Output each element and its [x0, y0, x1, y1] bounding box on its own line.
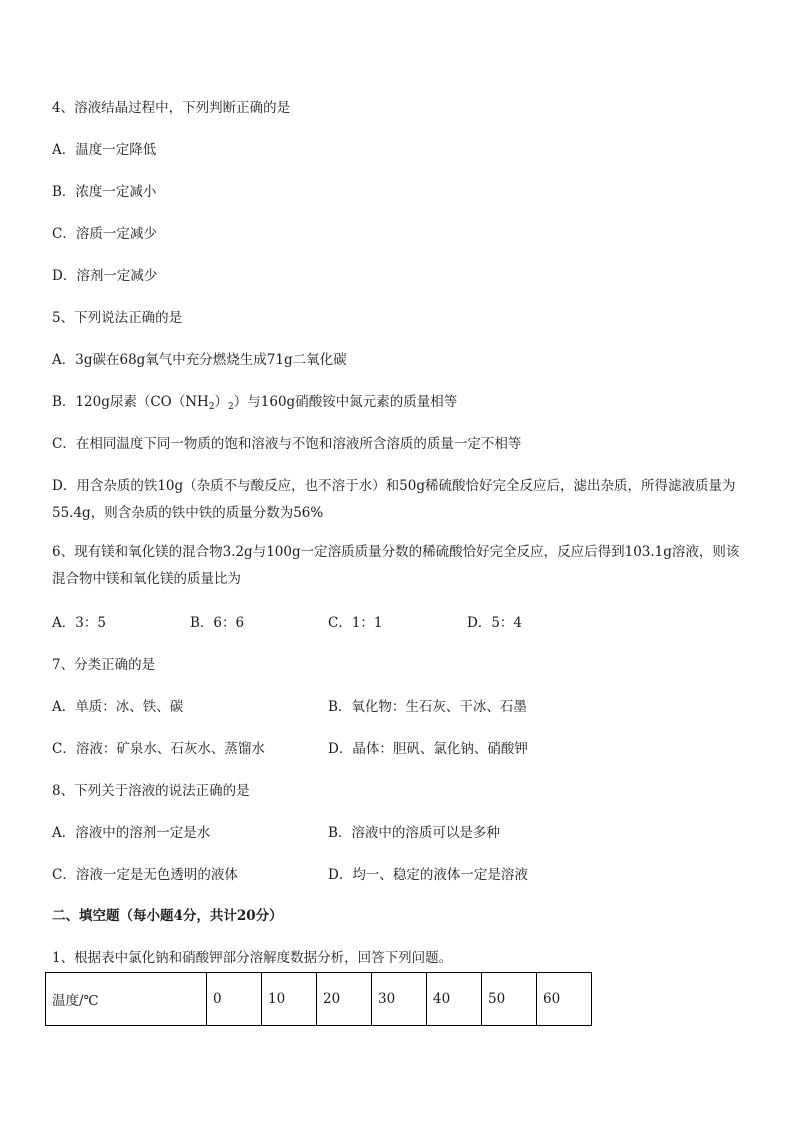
q5-option-b-post: ）与160g硝酸铵中氮元素的质量相等	[233, 394, 458, 410]
q4-stem: 4、溶液结晶过程中，下列判断正确的是	[52, 100, 291, 116]
section-heading: 二、填空题（每小题4分，共计20分）	[52, 908, 283, 924]
q7-option-d: D．晶体：胆矾、氯化钠、硝酸钾	[328, 741, 528, 757]
q8-option-a: A．溶液中的溶剂一定是水	[52, 825, 211, 841]
q7-option-a: A．单质：冰、铁、碳	[52, 699, 184, 715]
table-cell: 60	[537, 973, 592, 1026]
q8-stem: 8、下列关于溶液的说法正确的是	[52, 783, 250, 799]
table-row	[46, 973, 592, 1026]
q5-option-c: C．在相同温度下同一物质的饱和溶液与不饱和溶液所含溶质的质量一定不相等	[52, 436, 522, 452]
q7-option-b: B．氧化物：生石灰、干冰、石墨	[328, 699, 527, 715]
table-cell: 20	[317, 973, 372, 1026]
q8-option-b: B．溶液中的溶质可以是多种	[328, 825, 500, 841]
q8-option-d: D．均一、稳定的液体一定是溶液	[328, 867, 528, 883]
fill1-stem: 1、根据表中氯化钠和硝酸钾部分溶解度数据分析，回答下列问题。	[52, 950, 453, 966]
table-cell: 30	[372, 973, 427, 1026]
table-cell: 50	[482, 973, 537, 1026]
table-cell: 0	[207, 973, 262, 1026]
q5-option-b-sub1: 2	[208, 402, 215, 412]
q5-stem: 5、下列说法正确的是	[52, 310, 183, 326]
q4-option-b: B．浓度一定减小	[52, 184, 157, 200]
q5-option-b-sub2: 2	[228, 402, 234, 412]
q6-option-c: C．1：1	[328, 615, 383, 631]
q6-option-b: B．6：6	[190, 615, 245, 631]
q5-option-b	[52, 392, 457, 417]
solubility-table	[45, 972, 592, 1026]
q4-option-a: A．温度一定降低	[52, 142, 157, 158]
q5-option-b-pre: B．120g尿素（CO（NH	[52, 394, 209, 410]
q7-stem: 7、分类正确的是	[52, 657, 156, 673]
q6-option-a: A．3：5	[52, 615, 106, 631]
table-cell: 40	[427, 973, 482, 1026]
q5-option-a: A．3g碳在68g氧气中充分燃烧生成71g二氧化碳	[52, 352, 347, 368]
q6-option-d: D．5：4	[467, 615, 523, 631]
q6-stem: 6、现有镁和氧化镁的混合物3.2g与100g一定溶质质量分数的稀硫酸恰好完全反应，反应后得到103.1g溶液，则该混合物中镁和氧化镁的质量比为	[52, 544, 740, 587]
table-header-cell: 温度/℃	[46, 973, 207, 1026]
q4-option-d: D．溶剂一定减少	[52, 268, 158, 284]
q7-option-c: C．溶液：矿泉水、石灰水、蒸馏水	[52, 741, 265, 757]
q5-option-b-mid: ）	[214, 394, 229, 410]
q5-option-d: D．用含杂质的铁10g（杂质不与酸反应，也不溶于水）和50g稀硫酸恰好完全反应后，滤出杂质，所得滤液质量为55.4g，则含杂质的铁中铁的质量分数为56%	[52, 478, 736, 521]
q8-option-c: C．溶液一定是无色透明的液体	[52, 867, 238, 883]
q4-option-c: C．溶质一定减少	[52, 226, 157, 242]
table-cell: 10	[262, 973, 317, 1026]
